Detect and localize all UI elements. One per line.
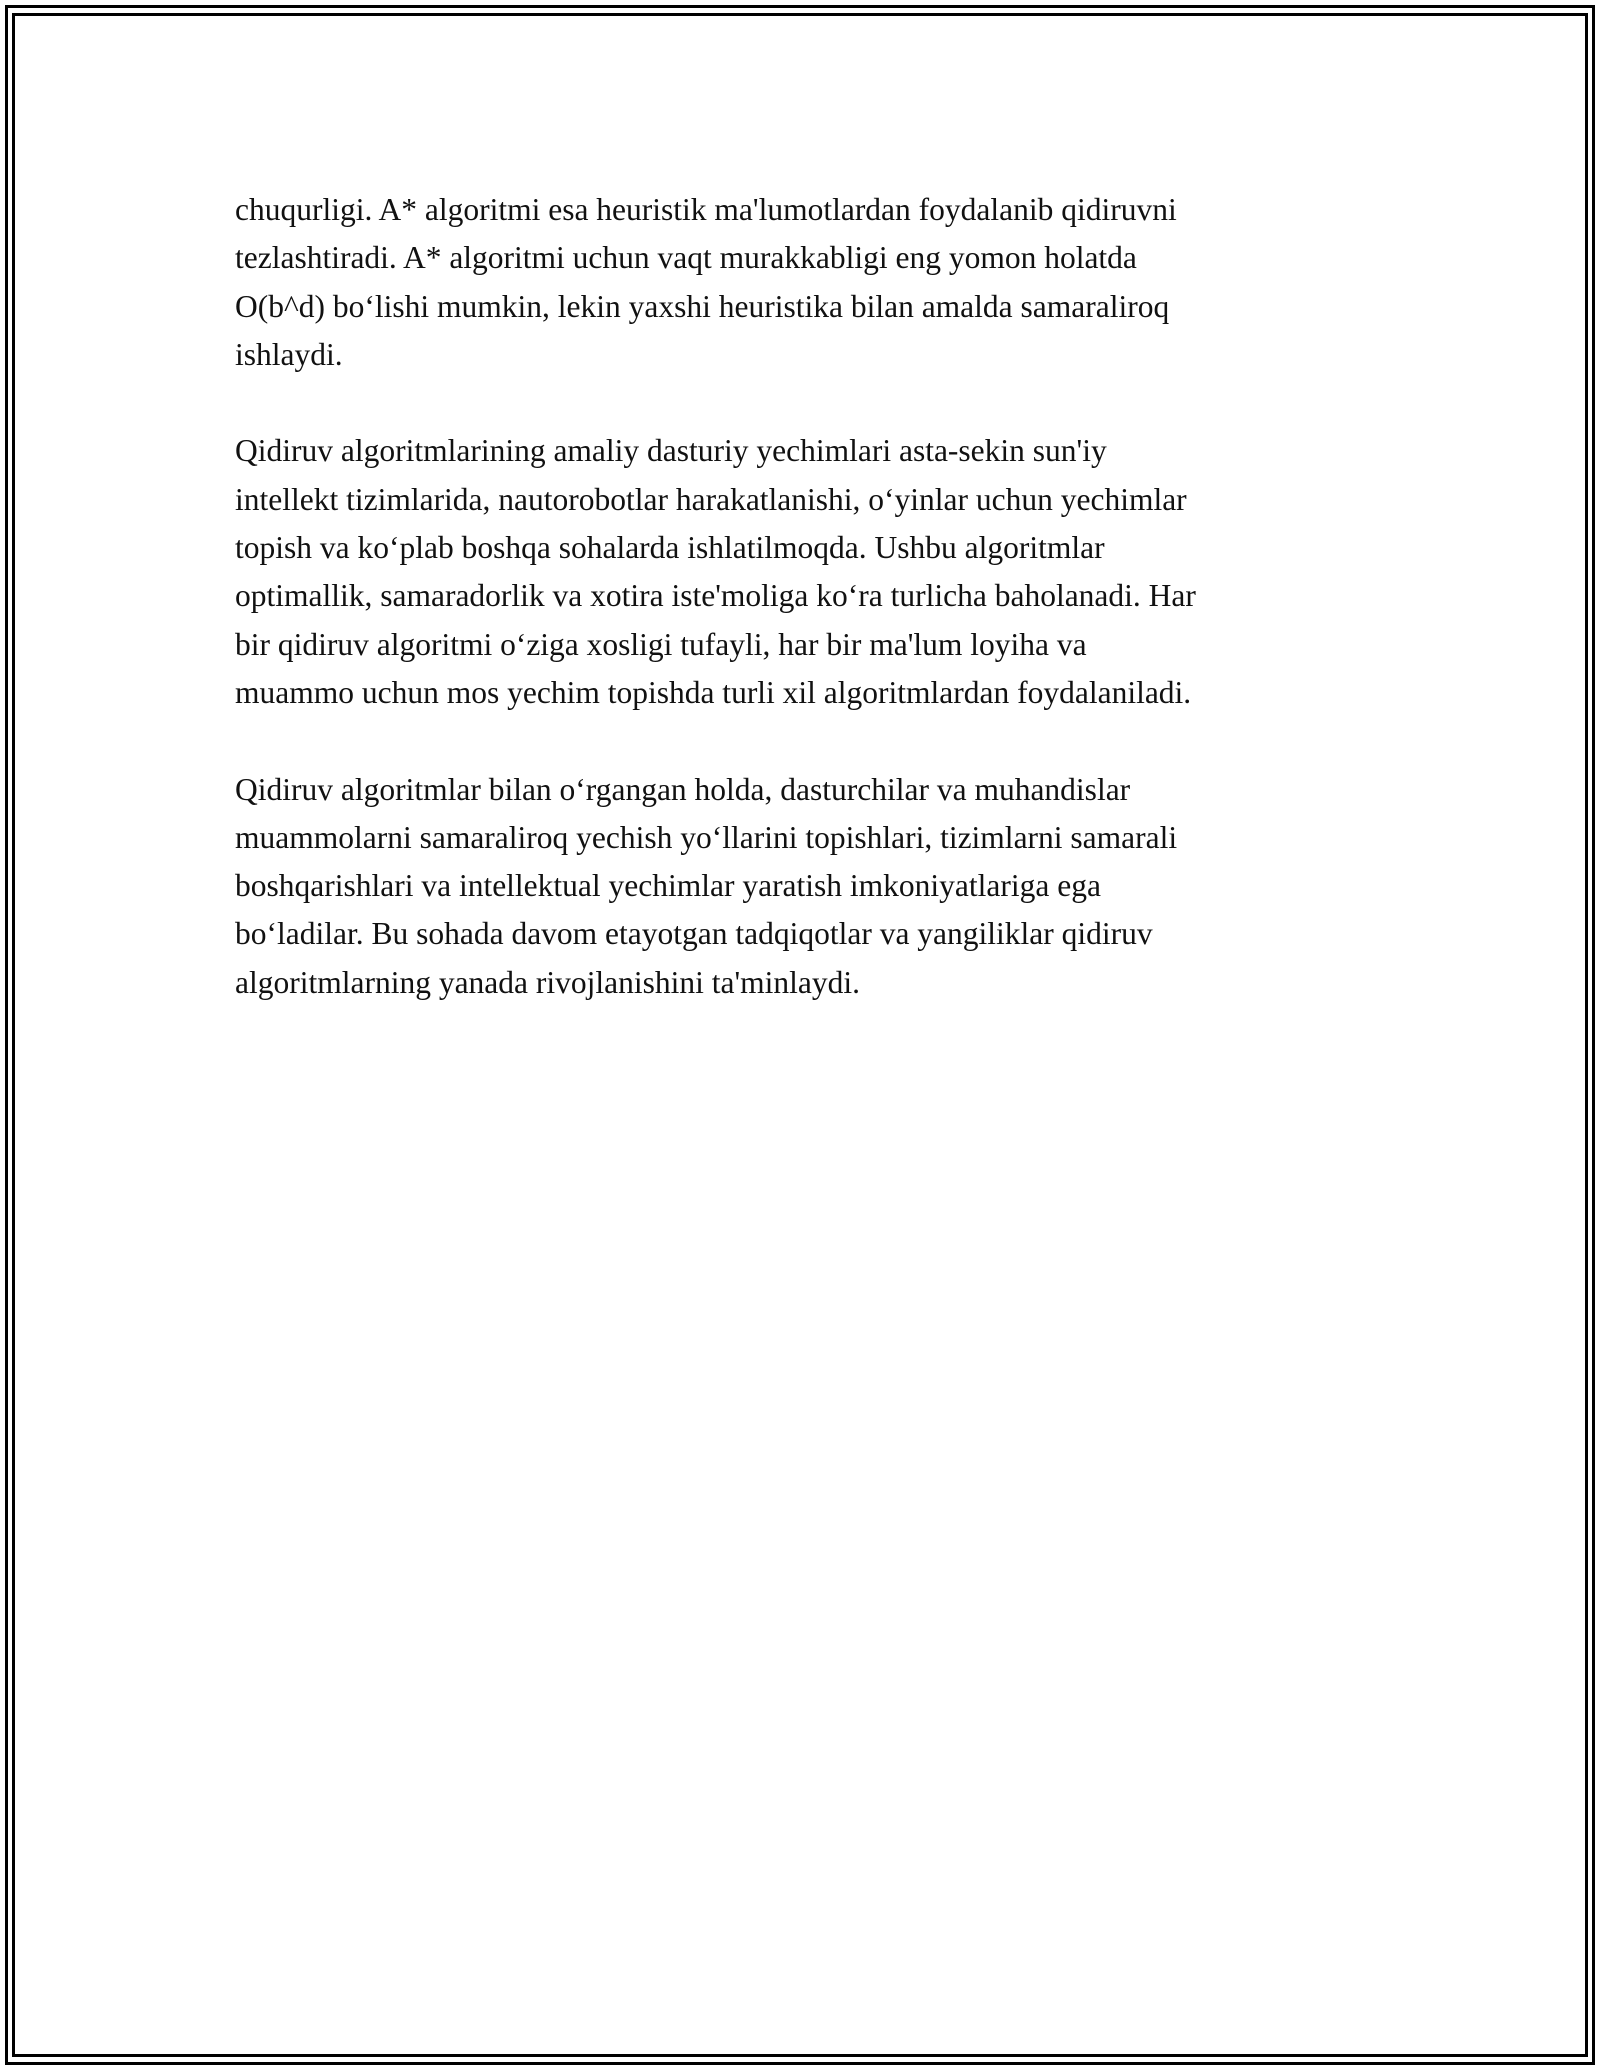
text-line: chuqurligi. A* algoritmi esa heuristik ma'lumotlardan foydalanib qidiruvni xyxy=(235,192,1177,227)
document-body xyxy=(235,186,1365,1055)
text-line: Qidiruv algoritmlarining amaliy dasturiy yechimlari asta-sekin sun'iy xyxy=(235,433,1107,469)
paragraph-1 xyxy=(235,186,1365,379)
text-line: Qidiruv algoritmlar bilan o‘rgangan holda, dasturchilar va muhandislar xyxy=(235,771,1131,807)
text-line: tezlashtiradi. A* algoritmi uchun vaqt murakkabligi eng yomon holatda xyxy=(235,240,1137,276)
text-line: intellekt tizimlarida, nautorobotlar harakatlanishi, o‘yinlar uchun yechimlar xyxy=(235,481,1187,517)
paragraph-3 xyxy=(235,766,1365,1007)
text-line: O(b^d) bo‘lishi mumkin, lekin yaxshi heuristika bilan amalda samaraliroq xyxy=(235,288,1170,324)
text-line: bo‘ladilar. Bu sohada davom etayotgan tadqiqotlar va yangiliklar qidiruv xyxy=(235,916,1153,952)
text-line: boshqarishlari va intellektual yechimlar yaratish imkoniyatlariga ega xyxy=(235,868,1101,904)
text-line: muammo uchun mos yechim topishda turli xil algoritmlardan foydalaniladi. xyxy=(235,674,1192,710)
text-line: bir qidiruv algoritmi o‘ziga xosligi tufayli, har bir ma'lum loyiha va xyxy=(235,626,1087,662)
text-line: ishlaydi. xyxy=(235,336,343,372)
text-line: optimallik, samaradorlik va xotira iste'moliga ko‘ra turlicha baholanadi. Har xyxy=(235,578,1196,614)
text-line: topish va ko‘plab boshqa sohalarda ishlatilmoqda. Ushbu algoritmlar xyxy=(235,530,1105,566)
text-line: muammolarni samaraliroq yechish yo‘llarini topishlari, tizimlarni samarali xyxy=(235,819,1178,855)
text-line: algoritmlarning yanada rivojlanishini ta'minlaydi. xyxy=(235,964,861,1000)
paragraph-2 xyxy=(235,427,1365,717)
